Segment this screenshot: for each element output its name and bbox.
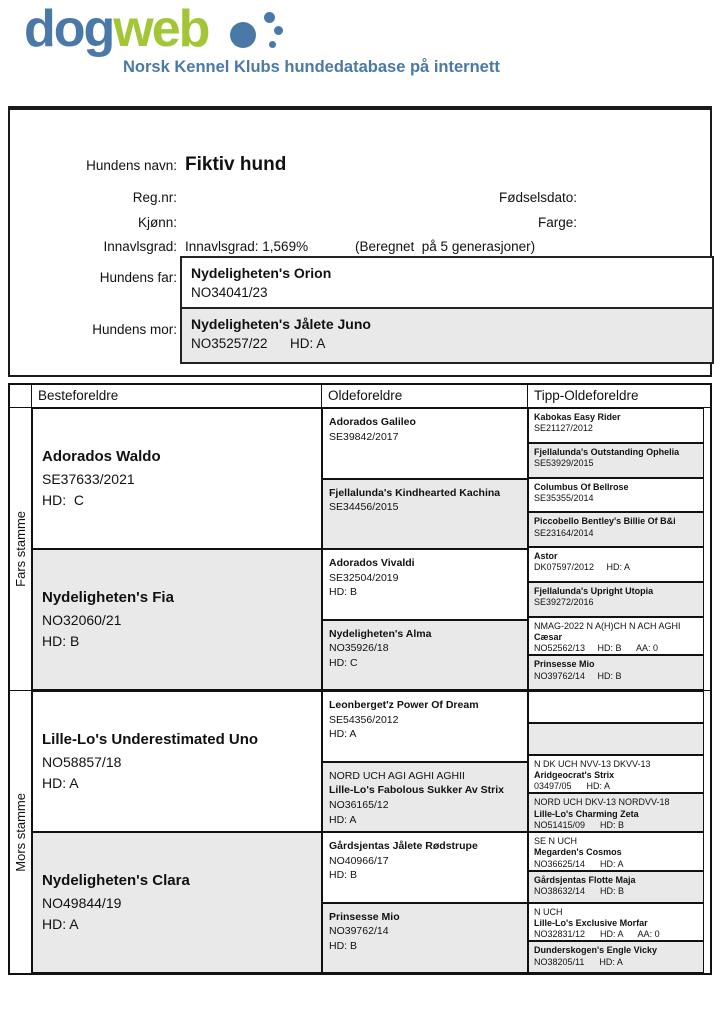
dog-regnr: NO36625/14 HD: A — [534, 858, 624, 869]
mors-oldeforeldre-column — [322, 691, 528, 973]
header-besteforeldre: Besteforeldre — [32, 385, 322, 408]
dog-hd-status: HD: B — [42, 632, 80, 649]
mors-stamme-label-cell — [10, 691, 32, 973]
label-hundens-navn: Hundens navn: — [86, 158, 177, 173]
great-great-grandparent-cell — [528, 617, 704, 656]
logo-text-web: web — [113, 0, 209, 58]
fars-oldeforeldre-column — [322, 408, 528, 690]
great-great-grandparent-cell — [528, 547, 704, 582]
dog-name: Gårdsjentas Flotte Maja — [534, 874, 636, 885]
section-fars-stamme — [10, 408, 710, 691]
fars-stamme-label-cell — [10, 408, 32, 690]
label-hundens-far: Hundens far: — [99, 270, 177, 285]
dog-regnr: NO40966/17 — [329, 854, 389, 867]
fars-stamme-label: Fars stamme — [13, 511, 28, 587]
dog-regnr: SE54356/2012 — [329, 713, 399, 726]
dog-name: Columbus Of Bellrose — [534, 481, 629, 492]
label-regnr: Reg.nr: — [132, 190, 177, 205]
dog-name: Lille-Lo's Exclusive Morfar — [534, 917, 648, 928]
great-great-grandparent-cell — [528, 755, 704, 794]
great-grandparent-cell — [322, 408, 528, 479]
dog-name: Fjellalunda's Upright Utopia — [534, 585, 654, 596]
dog-regnr: NO35926/18 — [329, 642, 389, 655]
mother-name: Nydeligheten's Jålete Juno — [191, 316, 371, 332]
dog-regnr: NO49844/19 — [42, 894, 122, 911]
great-great-grandparent-cell — [528, 903, 704, 942]
dog-hd-status: HD: A — [329, 728, 357, 741]
great-great-grandparent-cell — [528, 655, 704, 690]
pedigree-body — [10, 408, 710, 973]
great-great-grandparent-cell — [528, 941, 704, 973]
great-grandparent-cell — [322, 762, 528, 833]
fars-besteforeldre-column — [32, 408, 322, 690]
grandparent-cell — [32, 691, 322, 832]
dog-name: Lille-Lo's Charming Zeta — [534, 808, 639, 819]
dog-name: Piccobello Bentley's Billie Of B&i — [534, 516, 676, 527]
mors-stamme-label: Mors stamme — [13, 792, 28, 872]
great-great-grandparent-cell — [528, 478, 704, 513]
header-spacer-cell — [10, 385, 32, 408]
dog-name: Adorados Waldo — [42, 448, 161, 466]
great-grandparent-cell — [322, 549, 528, 620]
dog-name: Adorados Galileo — [329, 416, 416, 428]
logo-wordmark — [24, 0, 208, 60]
label-kjonn: Kjønn: — [137, 215, 177, 230]
header-oldeforeldre: Oldeforeldre — [322, 385, 528, 408]
father-regnr: NO34041/23 — [191, 285, 268, 300]
dog-hd-status: HD: B — [329, 586, 358, 599]
dog-name: Aridgeocrat's Strix — [534, 769, 615, 780]
great-grandparent-cell — [322, 620, 528, 691]
dog-name: Prinsesse Mio — [534, 659, 595, 670]
dog-name: Gårdsjentas Jålete Rødstrupe — [329, 840, 478, 852]
dog-titles: NORD UCH AGI AGHI AGHII — [329, 769, 465, 782]
dog-regnr: SE23164/2014 — [534, 527, 594, 538]
dog-hd-status: HD: C — [42, 491, 84, 508]
fars-tipp-oldeforeldre-column — [528, 408, 710, 690]
dog-hd-status: HD: C — [329, 656, 358, 669]
great-great-grandparent-cell — [528, 691, 704, 723]
great-great-grandparent-cell — [528, 871, 704, 903]
great-great-grandparent-cell — [528, 512, 704, 547]
dog-name: Lille-Lo's Underestimated Uno — [42, 731, 259, 749]
dog-regnr: SE35355/2014 — [534, 492, 594, 503]
dog-titles: N UCH — [534, 906, 563, 917]
mother-box — [180, 307, 714, 364]
value-hundens-navn: Fiktiv hund — [185, 154, 287, 175]
dog-regnr: SE34456/2015 — [329, 501, 399, 514]
great-great-grandparent-cell — [528, 723, 704, 755]
great-great-grandparent-cell — [528, 582, 704, 617]
grandparent-cell — [32, 832, 322, 973]
dog-regnr: SE21127/2012 — [534, 423, 593, 434]
dog-name: Lille-Lo's Fabolous Sukker Av Strix — [329, 784, 505, 797]
value-innavlsgrad: Innavlsgrad: 1,569% — [185, 239, 309, 254]
dog-name: Megarden's Cosmos — [534, 847, 622, 858]
label-hundens-mor: Hundens mor: — [92, 322, 177, 337]
label-farge: Farge: — [537, 215, 577, 230]
dog-regnr: NO39762/14 — [329, 925, 389, 938]
dog-name: Cæsar — [534, 631, 563, 642]
header-tipp-oldeforeldre: Tipp-Oldeforeldre — [528, 385, 710, 408]
father-box — [180, 256, 714, 309]
dog-hd-status: HD: A — [42, 774, 79, 791]
great-great-grandparent-cell — [528, 832, 704, 871]
dog-info-box — [8, 106, 712, 377]
dog-name: Leonberget'z Power Of Dream — [329, 699, 479, 711]
dogweb-logo — [24, 0, 208, 60]
dog-hd-status: HD: A — [42, 915, 79, 932]
dog-regnr: SE32504/2019 — [329, 571, 399, 584]
dog-regnr: 03497/05 HD: A — [534, 781, 611, 791]
pedigree-header-row — [10, 385, 710, 408]
dog-hd-status: HD: A — [329, 813, 357, 826]
dog-name: Fjellalunda's Kindhearted Kachina — [329, 486, 501, 499]
logo-subtitle: Norsk Kennel Klubs hundedatabase på internett — [123, 58, 500, 76]
dog-regnr: NO36165/12 — [329, 798, 389, 811]
great-great-grandparent-cell — [528, 443, 704, 478]
dog-titles: NORD UCH DKV-13 NORDVV-18 — [534, 797, 670, 808]
dog-name: Nydeligheten's Clara — [42, 872, 190, 890]
great-grandparent-cell — [322, 903, 528, 974]
dog-titles: NMAG-2022 N A(H)CH N ACH AGHI — [534, 620, 681, 631]
dog-name: Fjellalunda's Outstanding Ophelia — [534, 446, 680, 457]
dog-regnr: NO51415/09 HD: B — [534, 819, 625, 830]
dog-regnr: NO32831/12 HD: A AA: 0 — [534, 929, 660, 939]
dog-name: Kabokas Easy Rider — [534, 412, 621, 422]
great-grandparent-cell — [322, 691, 528, 762]
great-grandparent-cell — [322, 832, 528, 903]
dog-regnr: SE39272/2016 — [534, 597, 594, 607]
great-great-grandparent-cell — [528, 793, 704, 832]
mother-regnr: NO35257/22 HD: A — [191, 336, 326, 351]
dog-regnr: NO38205/11 HD: A — [534, 956, 623, 967]
mors-tipp-oldeforeldre-column — [528, 691, 710, 973]
dog-name: Astor — [534, 551, 558, 561]
great-grandparent-cell — [322, 479, 528, 550]
dog-regnr: NO52562/13 HD: B AA: 0 — [534, 643, 659, 653]
pedigree-table — [8, 383, 712, 975]
dog-hd-status: HD: B — [329, 869, 358, 882]
grandparent-cell — [32, 408, 322, 549]
dog-regnr: NO32060/21 — [42, 611, 122, 628]
label-innavlsgrad: Innavlsgrad: — [103, 239, 177, 254]
label-fodselsdato: Fødselsdato: — [498, 190, 577, 205]
innavlsgrad-note: (Beregnet på 5 generasjoner) — [355, 239, 536, 254]
section-mors-stamme — [10, 691, 710, 973]
dog-regnr: NO39762/14 HD: B — [534, 670, 622, 681]
grandparent-cell — [32, 549, 322, 690]
dog-name: Adorados Vivaldi — [329, 557, 415, 569]
dog-hd-status: HD: B — [329, 939, 358, 952]
dog-name: Prinsesse Mio — [329, 910, 400, 923]
dog-regnr: SE53929/2015 — [534, 458, 594, 468]
dog-regnr: NO58857/18 — [42, 753, 122, 770]
dog-name: Dunderskogen's Engle Vicky — [534, 945, 658, 956]
father-name: Nydeligheten's Orion — [191, 265, 332, 281]
dog-regnr: NO38632/14 HD: B — [534, 886, 625, 896]
dog-regnr: DK07597/2012 HD: A — [534, 562, 631, 573]
dog-name: Nydeligheten's Fia — [42, 589, 174, 607]
dog-regnr: SE39842/2017 — [329, 430, 399, 443]
dog-titles: SE N UCH — [534, 836, 578, 846]
dog-name: Nydeligheten's Alma — [329, 627, 432, 640]
great-great-grandparent-cell — [528, 408, 704, 443]
dog-titles: N DK UCH NVV-13 DKVV-13 — [534, 758, 651, 769]
logo-text-dog: dog — [24, 0, 114, 58]
mors-besteforeldre-column — [32, 691, 322, 973]
parent-boxes — [180, 256, 714, 364]
dog-regnr: SE37633/2021 — [42, 470, 135, 487]
